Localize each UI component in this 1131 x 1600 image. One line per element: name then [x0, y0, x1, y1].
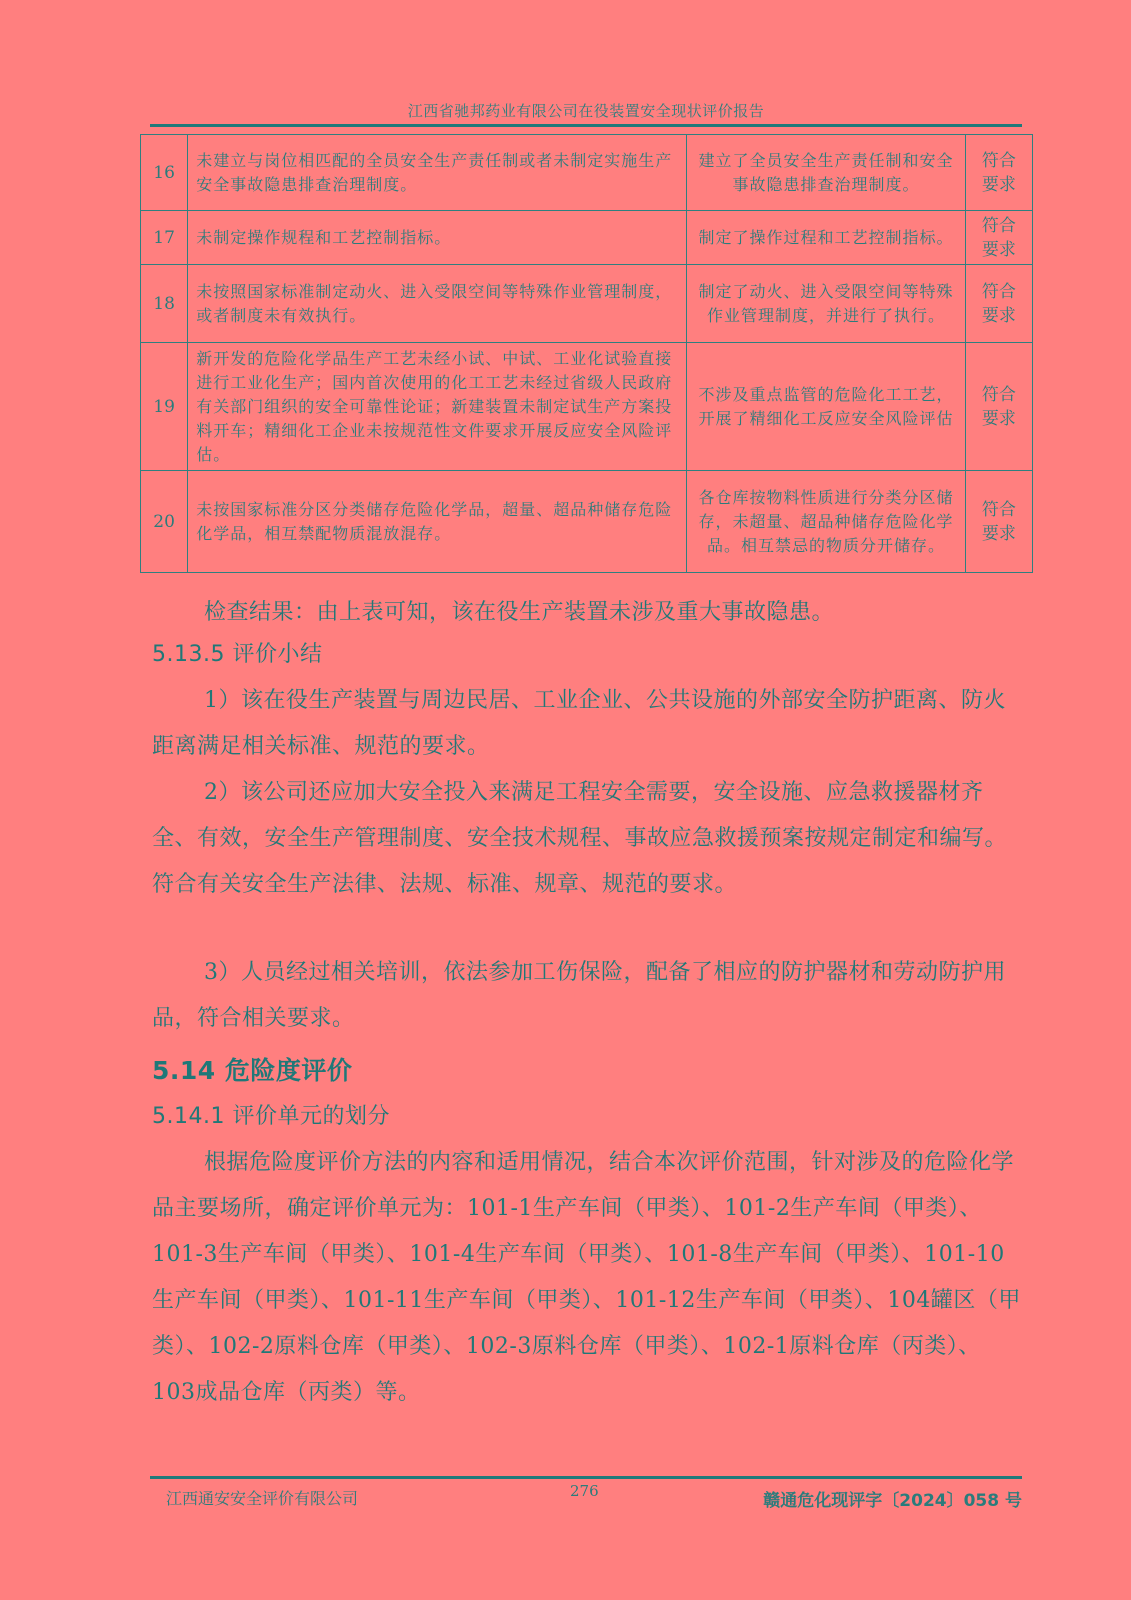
actual-situation: 制定了动火、进入受限空间等特殊作业管理制度，并进行了执行。: [687, 265, 965, 343]
actual-situation: 不涉及重点监管的危险化工工艺，开展了精细化工反应安全风险评估: [687, 343, 965, 471]
table-row: [141, 135, 1033, 211]
check-item: 未建立与岗位相匹配的全员安全生产责任制或者未制定实施生产安全事故隐患排查治理制度。: [188, 135, 687, 211]
page-number: 276: [570, 1482, 599, 1500]
section-heading-5-14-1: 5.14.1 评价单元的划分: [152, 1104, 390, 1129]
check-item: 未按国家标准分区分类储存危险化学品，超量、超品种储存危险化学品，相互禁配物质混放混存。: [188, 471, 687, 573]
summary-point-3: 3）人员经过相关培训，依法参加工伤保险，配备了相应的防护器材和劳动防护用品，符合相关要求。: [152, 960, 1006, 1031]
summary-point-2: 2）该公司还应加大安全投入来满足工程安全需要，安全设施、应急救援器材齐全、有效，安全生产管理制度、安全技术规程、事故应急救援预案按规定制定和编写。符合有关安全生产法律、法规、标准、规章、规范的要求。: [152, 780, 1008, 897]
check-item: 未制定操作规程和工艺控制指标。: [188, 211, 687, 265]
document-number: 赣通危化现评字〔2024〕058 号: [763, 1491, 1022, 1511]
check-item: 未按照国家标准制定动火、进入受限空间等特殊作业管理制度，或者制度未有效执行。: [188, 265, 687, 343]
row-number: 20: [141, 471, 188, 573]
evaluation-unit-paragraph: 根据危险度评价方法的内容和适用情况，结合本次评价范围，针对涉及的危险化学品主要场所，确定评价单元为：101-1生产车间（甲类）、101-2生产车间（甲类）、101-3生产车间（甲类）、101-4生产车间（甲类）、101-8生产车间（甲类）、101-10生产车间（甲类）、101-11生产车间（甲类）、101-12生产车间（甲类）、104罐区（甲类）、102-2原料仓库（甲类）、102-3原料仓库（甲类）、102-1原料仓库（丙类）、103成品仓库（丙类）等。: [152, 1150, 1021, 1405]
summary-point-1: 1）该在役生产装置与周边民居、工业企业、公共设施的外部安全防护距离、防火距离满足相关标准、规范的要求。: [152, 688, 1006, 759]
row-number: 18: [141, 265, 188, 343]
page-header-title: 江西省驰邦药业有限公司在役装置安全现状评价报告: [407, 102, 765, 120]
check-result: 符合要求: [965, 343, 1032, 471]
row-number: 17: [141, 211, 188, 265]
section-heading-5-14: 5.14 危险度评价: [152, 1056, 353, 1085]
page-footer: [150, 1482, 1022, 1512]
row-number: 19: [141, 343, 188, 471]
check-item: 新开发的危险化学品生产工艺未经小试、中试、工业化试验直接进行工业化生产；国内首次使用的化工工艺未经过省级人民政府有关部门组织的安全可靠性论证；新建装置未制定试生产方案投料开车；精细化工企业未按规范性文件要求开展反应安全风险评估。: [188, 343, 687, 471]
section-heading-5-13-5: 5.13.5 评价小结: [152, 642, 323, 667]
hazard-check-table: [140, 134, 1033, 573]
row-number: 16: [141, 135, 188, 211]
check-result: 符合要求: [965, 265, 1032, 343]
table-row: [141, 265, 1033, 343]
check-conclusion: 检查结果：由上表可知，该在役生产装置未涉及重大事故隐患。: [204, 600, 835, 625]
check-result: 符合要求: [965, 471, 1032, 573]
table-row: [141, 471, 1033, 573]
actual-situation: 制定了操作过程和工艺控制指标。: [687, 211, 965, 265]
table-row: [141, 211, 1033, 265]
actual-situation: 各仓库按物料性质进行分类分区储存，未超量、超品种储存危险化学品。相互禁忌的物质分开储存。: [687, 471, 965, 573]
footer-company: 江西通安安全评价有限公司: [166, 1489, 359, 1508]
actual-situation: 建立了全员安全生产责任制和安全事故隐患排查治理制度。: [687, 135, 965, 211]
header-rule: [150, 124, 1022, 127]
table-row: [141, 343, 1033, 471]
footer-rule: [150, 1476, 1022, 1479]
check-result: 符合要求: [965, 135, 1032, 211]
check-result: 符合要求: [965, 211, 1032, 265]
